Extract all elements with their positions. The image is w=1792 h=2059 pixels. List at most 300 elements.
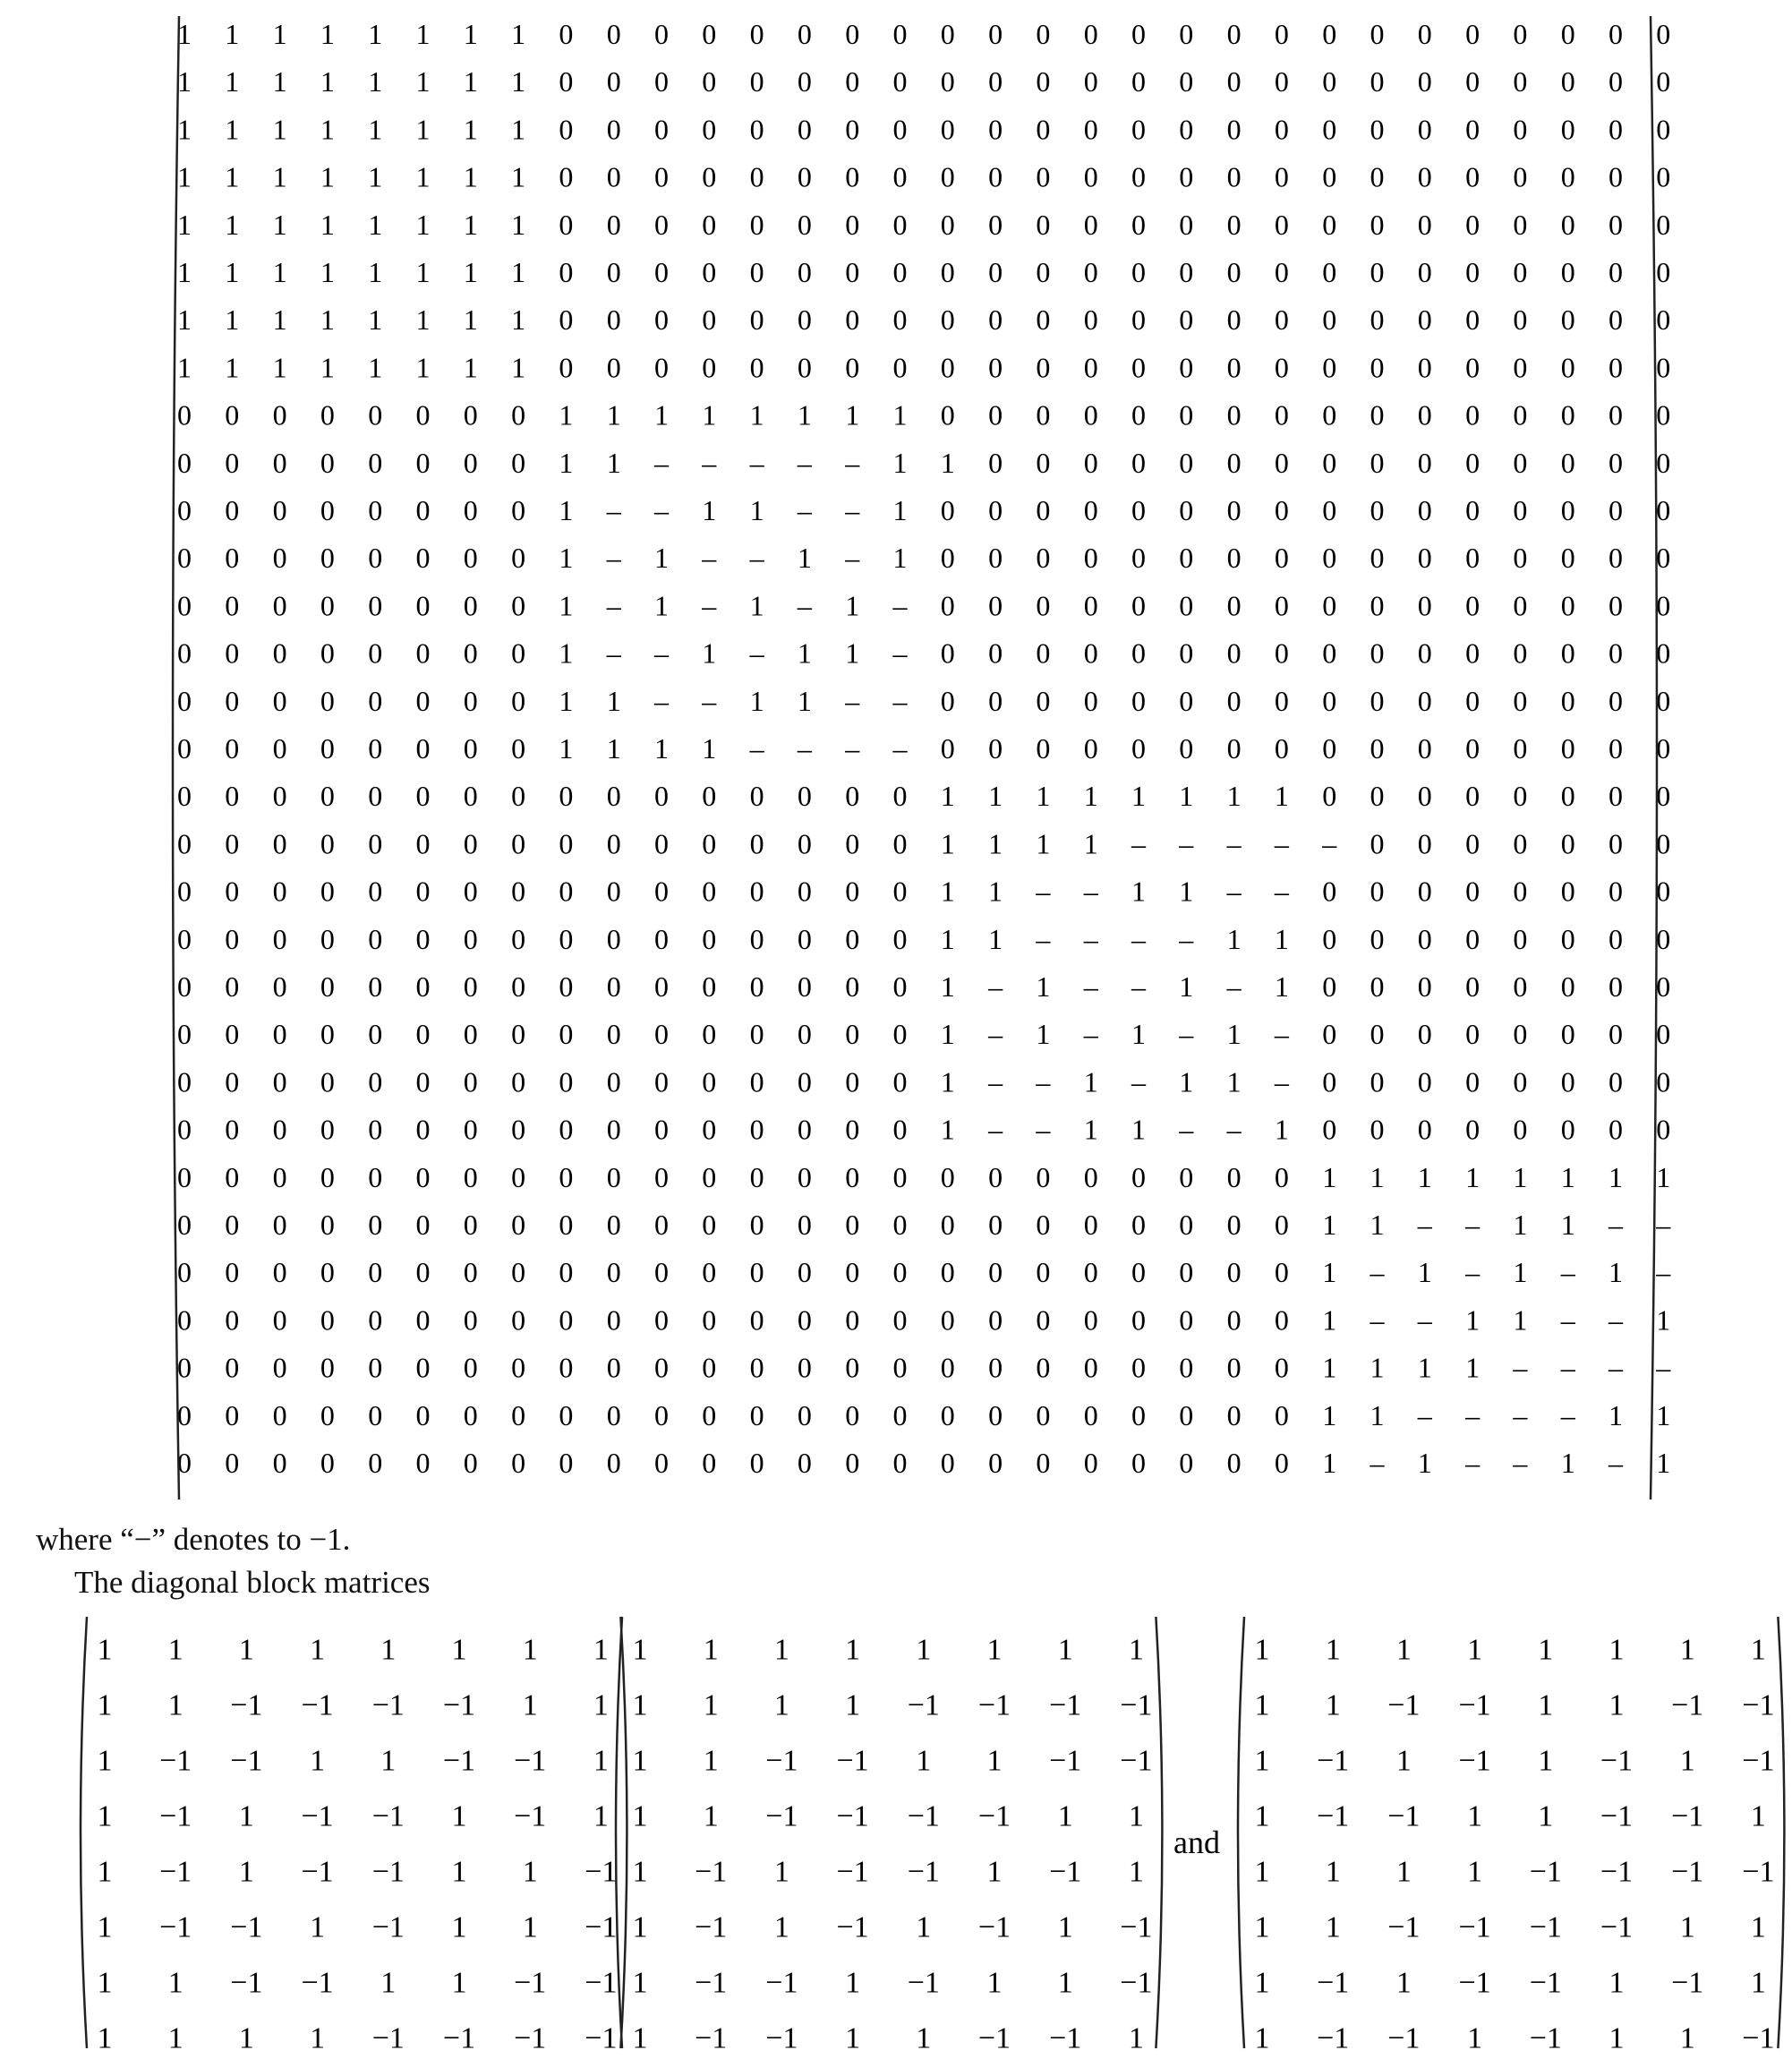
matrix-entry: 0 <box>463 875 478 908</box>
matrix-entry: 0 <box>368 1351 383 1384</box>
matrix-entry: 0 <box>1226 1398 1242 1431</box>
matrix-entry: 0 <box>463 1160 478 1193</box>
matrix-entry: 0 <box>1609 827 1623 860</box>
matrix-entry: 1 <box>940 875 955 908</box>
matrix-entry: 0 <box>749 351 764 384</box>
matrix-entry: 1 <box>988 875 1003 908</box>
matrix-entry: 1 <box>415 160 431 193</box>
block-entry: −1 <box>159 1744 192 1778</box>
matrix-entry: 1 <box>559 494 574 526</box>
matrix-entry: 0 <box>1656 208 1671 241</box>
matrix-entry: 1 <box>1036 827 1051 860</box>
matrix-entry: 0 <box>797 1256 812 1289</box>
matrix-entry: 0 <box>1609 446 1623 479</box>
matrix-entry: 0 <box>225 494 240 526</box>
block-entry: 1 <box>593 1688 609 1722</box>
matrix-entry: 0 <box>606 1351 621 1384</box>
matrix-entry: 1 <box>320 208 335 241</box>
matrix-entry: 1 <box>845 398 860 431</box>
matrix-entry: 0 <box>1513 160 1528 193</box>
matrix-entry: 1 <box>368 351 383 384</box>
matrix-entry: 0 <box>1609 1065 1623 1098</box>
block-entry: 1 <box>1254 1744 1270 1778</box>
matrix-entry: 0 <box>1274 398 1289 431</box>
matrix-entry: 0 <box>940 1160 955 1193</box>
matrix-entry: – <box>1083 875 1098 908</box>
matrix-entry: 1 <box>177 303 192 337</box>
matrix-entry: 0 <box>559 922 574 955</box>
matrix-entry: 0 <box>463 494 478 526</box>
matrix-entry: – <box>892 589 908 622</box>
matrix-entry: 1 <box>892 494 908 526</box>
block-entry: 1 <box>773 1688 789 1722</box>
matrix-entry: 0 <box>988 303 1003 337</box>
block-entry: −1 <box>836 1799 869 1833</box>
matrix-entry: – <box>892 684 908 717</box>
matrix-entry: 0 <box>1609 303 1623 337</box>
block-entry: −1 <box>1458 1688 1491 1722</box>
right-bracket <box>620 1617 627 2048</box>
matrix-entry: 0 <box>1036 351 1051 384</box>
matrix-entry: 0 <box>749 65 764 98</box>
matrix-entry: 1 <box>177 351 192 384</box>
matrix-entry: 0 <box>511 970 526 1003</box>
matrix-entry: 0 <box>1417 351 1432 384</box>
matrix-entry: 0 <box>1465 113 1481 146</box>
matrix-entry: 1 <box>606 398 621 431</box>
matrix-entry: 1 <box>320 256 335 288</box>
block-entry: 1 <box>1467 1855 1483 1889</box>
matrix-entry: – <box>1083 1018 1098 1051</box>
matrix-entry: 0 <box>1226 398 1242 431</box>
matrix-entry: 1 <box>1322 1351 1337 1384</box>
matrix-entry: 1 <box>415 18 431 50</box>
matrix-entry: 0 <box>1609 970 1623 1003</box>
matrix-entry: 0 <box>559 1303 574 1337</box>
matrix-entry: 1 <box>368 18 383 50</box>
matrix-entry: 0 <box>797 1209 812 1241</box>
matrix-entry: 0 <box>272 398 287 431</box>
matrix-entry: 0 <box>940 1447 955 1479</box>
matrix-entry: 0 <box>1274 1256 1289 1289</box>
matrix-entry: 0 <box>1656 875 1671 908</box>
matrix-entry: 0 <box>368 827 383 860</box>
matrix-entry: 0 <box>272 1256 287 1289</box>
matrix-entry: 0 <box>988 494 1003 526</box>
matrix-entry: 1 <box>1131 1113 1146 1146</box>
matrix-entry: 0 <box>368 922 383 955</box>
block-entry: −1 <box>1120 1744 1153 1778</box>
matrix-entry: 0 <box>845 827 860 860</box>
matrix-entry: 0 <box>1609 1018 1623 1051</box>
matrix-entry: 0 <box>320 398 335 431</box>
matrix-entry: – <box>1179 1018 1194 1051</box>
matrix-entry: 1 <box>654 589 669 622</box>
matrix-entry: 1 <box>1036 780 1051 813</box>
block-entry: 1 <box>1679 1633 1695 1667</box>
matrix-entry: 0 <box>1083 1303 1098 1337</box>
matrix-entry: 1 <box>225 208 240 241</box>
matrix-entry: – <box>1274 827 1289 860</box>
matrix-entry: 0 <box>892 208 908 241</box>
block-entry: 1 <box>1538 1633 1554 1667</box>
matrix-entry: 0 <box>1036 208 1051 241</box>
block-entry: −1 <box>907 1855 940 1889</box>
matrix-entry: 0 <box>1417 208 1432 241</box>
block-entry: −1 <box>1387 1910 1421 1944</box>
matrix-entry: 1 <box>559 589 574 622</box>
matrix-entry: 1 <box>606 446 621 479</box>
matrix-entry: – <box>845 732 860 765</box>
matrix-entry: 0 <box>1322 780 1337 813</box>
matrix-entry: – <box>1656 1256 1671 1289</box>
matrix-entry: 1 <box>845 636 860 670</box>
matrix-entry: 0 <box>606 780 621 813</box>
matrix-entry: 0 <box>749 1018 764 1051</box>
matrix-entry: 0 <box>368 1256 383 1289</box>
matrix-entry: 0 <box>1131 1303 1146 1337</box>
matrix-entry: 0 <box>1226 636 1242 670</box>
matrix-entry: 0 <box>368 875 383 908</box>
matrix-entry: 0 <box>225 542 240 575</box>
block-entry: 1 <box>1325 1633 1341 1667</box>
matrix-entry: 0 <box>1274 732 1289 765</box>
matrix-entry: 0 <box>606 1398 621 1431</box>
matrix-entry: 0 <box>272 446 287 479</box>
block-entry: −1 <box>585 1855 618 1889</box>
matrix-entry: 1 <box>797 684 812 717</box>
matrix-entry: 0 <box>654 1113 669 1146</box>
matrix-entry: 1 <box>272 113 287 146</box>
left-bracket <box>81 1617 87 2048</box>
matrix-entry: 1 <box>1083 1113 1098 1146</box>
matrix-entry: 0 <box>415 684 431 717</box>
matrix-entry: 0 <box>1370 208 1385 241</box>
matrix-entry: – <box>1083 922 1098 955</box>
matrix-entry: 0 <box>368 589 383 622</box>
matrix-entry: 0 <box>892 1209 908 1241</box>
matrix-entry: – <box>1513 1447 1528 1479</box>
matrix-entry: 0 <box>1179 684 1194 717</box>
matrix-entry: 0 <box>415 542 431 575</box>
matrix-entry: 1 <box>177 113 192 146</box>
matrix-entry: 0 <box>940 589 955 622</box>
block-entry: −1 <box>977 1688 1011 1722</box>
block-entry: −1 <box>1049 1688 1082 1722</box>
matrix-entry: 0 <box>415 875 431 908</box>
matrix-entry: 0 <box>415 970 431 1003</box>
matrix-entry: 1 <box>511 256 526 288</box>
matrix-entry: 1 <box>1322 1160 1337 1193</box>
matrix-entry: 0 <box>1036 1447 1051 1479</box>
matrix-entry: 0 <box>368 780 383 813</box>
matrix-entry: 0 <box>654 1303 669 1337</box>
matrix-entry: 0 <box>1560 494 1575 526</box>
where-line: where “−” denotes to −1. <box>36 1522 351 1557</box>
matrix-entry: 0 <box>1417 303 1432 337</box>
matrix-entry: 1 <box>797 636 812 670</box>
matrix-entry: – <box>892 636 908 670</box>
matrix-entry: 0 <box>892 351 908 384</box>
matrix-entry: 0 <box>654 113 669 146</box>
matrix-entry: 0 <box>272 542 287 575</box>
matrix-entry: 1 <box>749 398 764 431</box>
matrix-entry: 0 <box>368 1447 383 1479</box>
matrix-entry: 1 <box>320 160 335 193</box>
matrix-entry: 0 <box>1083 494 1098 526</box>
matrix-entry: 1 <box>511 65 526 98</box>
matrix-entry: 0 <box>1179 542 1194 575</box>
matrix-entry: – <box>1609 1351 1623 1384</box>
matrix-entry: 1 <box>988 827 1003 860</box>
block-entry: 1 <box>97 1799 113 1833</box>
matrix-entry: 0 <box>368 970 383 1003</box>
matrix-entry: 0 <box>1322 922 1337 955</box>
matrix-entry: – <box>1131 970 1146 1003</box>
matrix-entry: 1 <box>988 922 1003 955</box>
matrix-entry: 0 <box>1036 1398 1051 1431</box>
block-entry: −1 <box>1671 1855 1704 1889</box>
block-entry: 1 <box>522 1633 538 1667</box>
matrix-entry: 0 <box>225 780 240 813</box>
matrix-entry: 1 <box>892 398 908 431</box>
matrix-entry: 0 <box>1513 970 1528 1003</box>
matrix-entry: 0 <box>606 1018 621 1051</box>
matrix-entry: 0 <box>606 65 621 98</box>
matrix-entry: 0 <box>845 256 860 288</box>
matrix-entry: 0 <box>606 351 621 384</box>
block-entry: 1 <box>1609 1966 1625 2000</box>
matrix-entry: 0 <box>654 1398 669 1431</box>
block-entry: 1 <box>1325 1855 1341 1889</box>
matrix-entry: 0 <box>511 636 526 670</box>
matrix-entry: 0 <box>320 780 335 813</box>
matrix-entry: 0 <box>463 398 478 431</box>
matrix-entry: 0 <box>1179 303 1194 337</box>
block-entry: 1 <box>1057 1966 1073 2000</box>
block-entry: 1 <box>238 1799 254 1833</box>
matrix-entry: 0 <box>1560 208 1575 241</box>
matrix-entry: 0 <box>415 1398 431 1431</box>
matrix-entry: – <box>845 446 860 479</box>
matrix-entry: 0 <box>892 160 908 193</box>
block-entry: −1 <box>765 2021 798 2055</box>
matrix-entry: 0 <box>177 1303 192 1337</box>
matrix-entry: 0 <box>702 303 717 337</box>
matrix-entry: 0 <box>749 970 764 1003</box>
matrix-entry: – <box>988 1018 1003 1051</box>
matrix-entry: 0 <box>988 1398 1003 1431</box>
block-entry: 1 <box>845 1688 861 1722</box>
matrix-entry: 0 <box>1036 1209 1051 1241</box>
matrix-entry: 0 <box>559 1065 574 1098</box>
matrix-entry: 0 <box>1513 1113 1528 1146</box>
matrix-entry: 0 <box>1226 732 1242 765</box>
matrix-entry: 0 <box>1370 1065 1385 1098</box>
block-entry: 1 <box>1057 1910 1073 1944</box>
matrix-entry: 0 <box>1417 65 1432 98</box>
matrix-entry: 0 <box>272 589 287 622</box>
matrix-entry: 1 <box>1656 1303 1671 1337</box>
matrix-entry: 0 <box>892 1303 908 1337</box>
matrix-entry: 0 <box>1083 1447 1098 1479</box>
matrix-entry: 1 <box>559 542 574 575</box>
matrix-entry: – <box>654 684 669 717</box>
matrix-entry: 1 <box>654 398 669 431</box>
matrix-entry: 0 <box>988 113 1003 146</box>
block-entry: −1 <box>836 1855 869 1889</box>
matrix-entry: 0 <box>1370 970 1385 1003</box>
matrix-entry: 0 <box>1370 732 1385 765</box>
matrix-entry: 1 <box>511 18 526 50</box>
block-matrix-1 <box>81 1617 627 2055</box>
matrix-entry: 0 <box>1417 970 1432 1003</box>
matrix-entry: 0 <box>892 780 908 813</box>
block-entry: −1 <box>977 2021 1011 2055</box>
matrix-entry: 0 <box>1465 970 1481 1003</box>
matrix-entry: 0 <box>1513 1065 1528 1098</box>
matrix-entry: 0 <box>1656 589 1671 622</box>
matrix-entry: 0 <box>463 1351 478 1384</box>
matrix-entry: – <box>606 636 621 670</box>
matrix-entry: – <box>1609 1447 1623 1479</box>
matrix-entry: 1 <box>1465 1303 1481 1337</box>
matrix-entry: 0 <box>1179 351 1194 384</box>
matrix-entry: – <box>702 684 717 717</box>
matrix-entry: 0 <box>749 1398 764 1431</box>
block-entry: 1 <box>167 1633 183 1667</box>
matrix-entry: 0 <box>1656 18 1671 50</box>
matrix-entry: 0 <box>845 65 860 98</box>
matrix-entry: 0 <box>559 18 574 50</box>
matrix-entry: 0 <box>654 780 669 813</box>
matrix-entry: – <box>892 732 908 765</box>
matrix-entry: 0 <box>749 875 764 908</box>
matrix-entry: 0 <box>702 1209 717 1241</box>
matrix-entry: 1 <box>1083 1065 1098 1098</box>
matrix-entry: 0 <box>368 1113 383 1146</box>
matrix-entry: 0 <box>1131 113 1146 146</box>
block-entry: 1 <box>703 1688 719 1722</box>
block-entry: −1 <box>695 1910 728 1944</box>
block-entry: −1 <box>230 1966 263 2000</box>
block-entry: −1 <box>159 1799 192 1833</box>
matrix-entry: 0 <box>797 1065 812 1098</box>
matrix-entry: – <box>797 494 812 526</box>
matrix-entry: 1 <box>559 684 574 717</box>
matrix-entry: 0 <box>1609 922 1623 955</box>
matrix-entry: 0 <box>1322 65 1337 98</box>
matrix-entry: 0 <box>272 970 287 1003</box>
matrix-entry: 0 <box>1226 256 1242 288</box>
matrix-entry: 0 <box>749 113 764 146</box>
matrix-entry: 0 <box>606 827 621 860</box>
matrix-entry: 0 <box>1370 446 1385 479</box>
matrix-entry: 0 <box>177 1209 192 1241</box>
matrix-entry: 1 <box>1322 1256 1337 1289</box>
block-entry: 1 <box>1538 1799 1554 1833</box>
matrix-entry: 0 <box>749 1209 764 1241</box>
block-entry: 1 <box>1254 1910 1270 1944</box>
matrix-entry: 0 <box>1274 351 1289 384</box>
matrix-entry: 0 <box>1465 684 1481 717</box>
matrix-entry: 1 <box>177 18 192 50</box>
matrix-entry: 0 <box>1370 398 1385 431</box>
right-bracket <box>1156 1617 1162 2048</box>
matrix-entry: 0 <box>1083 589 1098 622</box>
matrix-entry: 0 <box>225 636 240 670</box>
matrix-entry: 0 <box>797 1113 812 1146</box>
matrix-entry: 0 <box>1370 589 1385 622</box>
matrix-entry: 0 <box>1656 303 1671 337</box>
matrix-entry: 0 <box>654 1447 669 1479</box>
matrix-entry: 0 <box>1036 732 1051 765</box>
matrix-entry: 0 <box>1131 684 1146 717</box>
matrix-entry: 1 <box>1322 1447 1337 1479</box>
matrix-entry: 0 <box>272 827 287 860</box>
matrix-entry: 0 <box>1370 351 1385 384</box>
matrix-entry: – <box>1131 1065 1146 1098</box>
matrix-entry: 1 <box>320 18 335 50</box>
matrix-entry: 0 <box>415 446 431 479</box>
block-entry: 1 <box>593 1633 609 1667</box>
matrix-entry: 0 <box>1560 875 1575 908</box>
matrix-entry: 0 <box>1322 303 1337 337</box>
matrix-entry: 0 <box>559 1256 574 1289</box>
matrix-entry: 0 <box>1179 1447 1194 1479</box>
matrix-entry: 0 <box>749 18 764 50</box>
matrix-entry: – <box>702 589 717 622</box>
matrix-entry: 0 <box>1274 1209 1289 1241</box>
matrix-entry: 1 <box>225 113 240 146</box>
matrix-entry: 0 <box>1083 208 1098 241</box>
matrix-entry: 0 <box>892 970 908 1003</box>
matrix-entry: 0 <box>845 1018 860 1051</box>
matrix-entry: 0 <box>272 1303 287 1337</box>
matrix-entry: 0 <box>415 1447 431 1479</box>
matrix-entry: 1 <box>606 684 621 717</box>
block-entry: −1 <box>1458 1910 1491 1944</box>
matrix-entry: 0 <box>1322 589 1337 622</box>
block-entry: 1 <box>380 1633 397 1667</box>
matrix-entry: 0 <box>272 1398 287 1431</box>
matrix-entry: 0 <box>702 1303 717 1337</box>
matrix-entry: – <box>1274 1018 1289 1051</box>
matrix-entry: 0 <box>1560 303 1575 337</box>
matrix-entry: 0 <box>1417 398 1432 431</box>
matrix-entry: 0 <box>845 208 860 241</box>
block-entry: −1 <box>514 1799 547 1833</box>
matrix-entry: 0 <box>1417 160 1432 193</box>
matrix-entry: 1 <box>177 65 192 98</box>
block-entry: −1 <box>442 1688 476 1722</box>
matrix-entry: – <box>988 970 1003 1003</box>
matrix-entry: 0 <box>988 160 1003 193</box>
matrix-entry: 1 <box>702 732 717 765</box>
matrix-entry: – <box>1513 1398 1528 1431</box>
matrix-entry: 0 <box>749 922 764 955</box>
matrix-entry: 0 <box>1609 1113 1623 1146</box>
matrix-entry: 0 <box>225 1398 240 1431</box>
matrix-entry: – <box>1179 1113 1194 1146</box>
matrix-entry: 0 <box>463 1065 478 1098</box>
matrix-entry: 0 <box>1370 827 1385 860</box>
matrix-entry: – <box>1417 1398 1432 1431</box>
matrix-entry: – <box>654 494 669 526</box>
matrix-entry: 0 <box>177 1398 192 1431</box>
block-entry: −1 <box>514 1966 547 2000</box>
matrix-entry: 0 <box>1465 589 1481 622</box>
